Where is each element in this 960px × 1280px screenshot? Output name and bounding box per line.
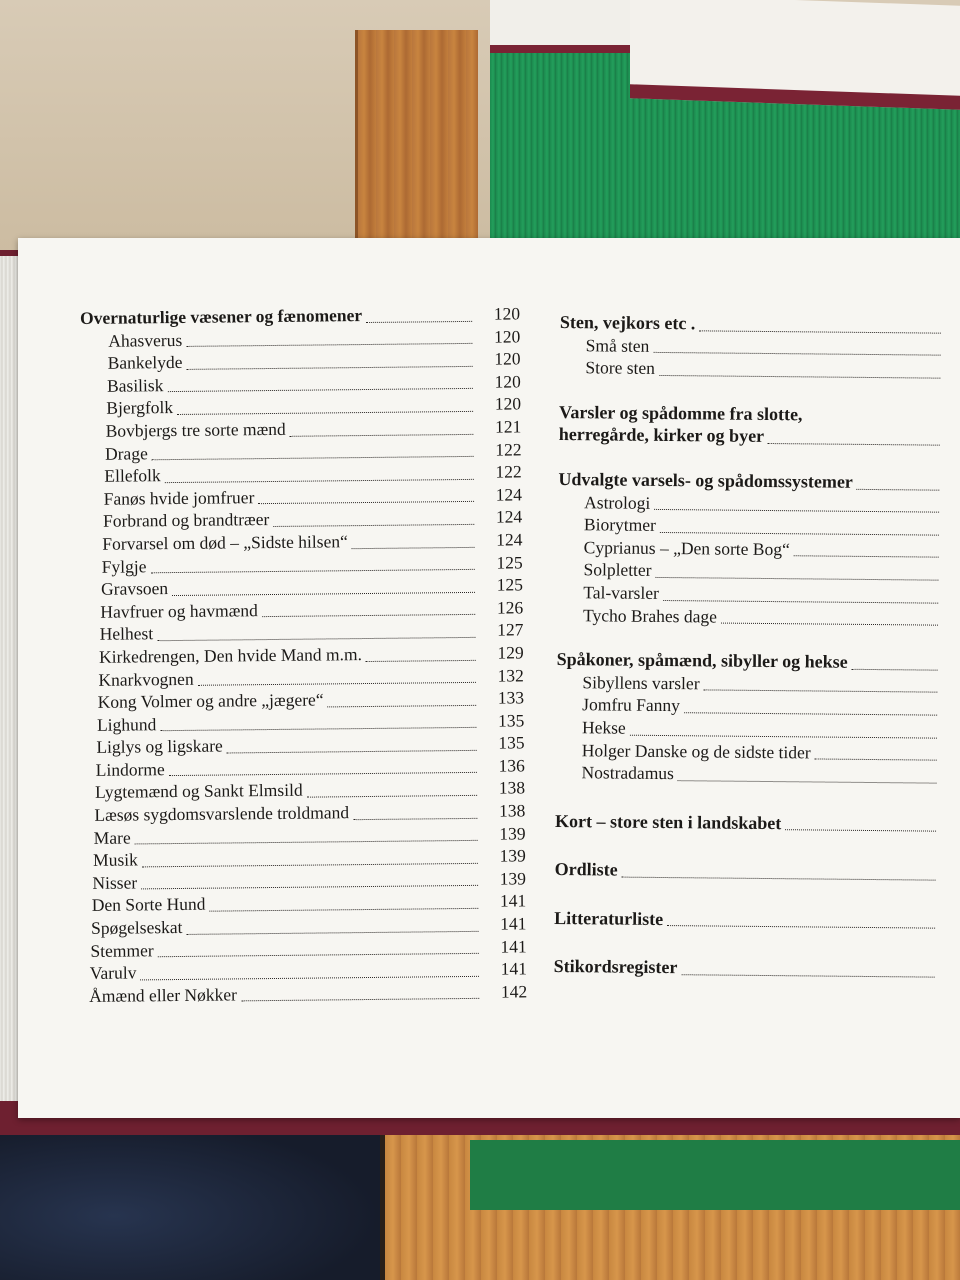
toc-entry-title: Kong Volmer og andre „jægere“ xyxy=(97,689,324,712)
toc-entry-title: Musik xyxy=(92,849,138,871)
toc-entry-page: 142 xyxy=(500,981,528,1002)
dot-leader xyxy=(794,556,939,558)
dot-leader xyxy=(852,669,938,671)
toc-entry xyxy=(87,981,527,1008)
toc-entry-title: Små sten xyxy=(585,334,650,356)
toc-right-column xyxy=(554,312,945,983)
wooden-chair-post xyxy=(355,30,478,250)
toc-section-title-line2: herregårde, kirker og byer xyxy=(558,424,765,447)
dot-leader xyxy=(151,569,475,573)
toc-entry-title: Sibyllens varsler xyxy=(582,671,700,694)
toc-entry-title: Hekse xyxy=(581,717,626,738)
dot-leader xyxy=(165,479,474,483)
toc-entry-title: Kirkedrengen, Den hvide Mand m.m. xyxy=(98,643,363,667)
toc-entry-page: 138 xyxy=(498,800,526,821)
toc-entry-page: 122 xyxy=(495,438,522,460)
toc-entry-page: 126 xyxy=(496,597,524,618)
dot-leader xyxy=(328,705,477,708)
dot-leader xyxy=(262,614,475,617)
toc-section-title: Kort – store sten i landskabet xyxy=(555,810,782,833)
toc-entry-title: Nostradamus xyxy=(581,762,675,784)
toc-entry-title: Store sten xyxy=(585,357,656,379)
toc-entry-title: Lindorme xyxy=(95,759,165,780)
toc-entry-page: 129 xyxy=(497,642,524,663)
toc-entry-page: 120 xyxy=(494,393,522,415)
toc-entry-title: Cyprianus – „Den sorte Bog“ xyxy=(583,536,790,559)
toc-entry-title: Fylgje xyxy=(101,555,147,577)
toc-entry-page: 132 xyxy=(497,664,524,686)
dot-leader xyxy=(654,509,939,513)
dot-leader xyxy=(140,976,479,981)
toc-entry-title: Tal-varsler xyxy=(583,582,659,603)
toc-entry-title: Mare xyxy=(93,827,131,848)
toc-entry-page: 139 xyxy=(499,823,526,844)
toc-entry-page: 120 xyxy=(494,348,521,369)
jeans-knee xyxy=(0,1120,380,1280)
toc-entry-title: Knarkvognen xyxy=(98,668,194,690)
toc-entry-page: 124 xyxy=(496,529,523,550)
dot-leader xyxy=(768,443,940,446)
dot-leader xyxy=(352,546,475,548)
toc-section-heading xyxy=(554,956,939,982)
green-book-lower xyxy=(470,1140,960,1210)
dot-leader xyxy=(681,974,934,977)
toc-entry-title: Fanøs hvide jomfruer xyxy=(103,486,255,509)
toc-entry-title: Helhest xyxy=(99,623,154,645)
dot-leader xyxy=(152,456,474,460)
toc-entry-title: Forbrand og brandtræer xyxy=(102,509,270,532)
toc-entry-title: Liglys og ligskare xyxy=(96,735,223,758)
dot-leader xyxy=(198,682,476,686)
dot-leader xyxy=(366,659,476,661)
dot-leader xyxy=(653,352,940,356)
toc-section-title-line1: Varsler og spådomme fra slotte, xyxy=(558,401,803,425)
toc-heading-page: 120 xyxy=(493,303,521,324)
dot-leader xyxy=(366,320,472,322)
toc-left-entries xyxy=(80,326,527,1008)
dot-leader xyxy=(353,818,477,820)
dot-leader xyxy=(186,343,472,347)
toc-entry-title: Biorytmer xyxy=(583,514,656,536)
dot-leader xyxy=(157,637,475,641)
dot-leader xyxy=(142,863,478,868)
toc-entry-page: 139 xyxy=(499,868,527,889)
toc-entry-title: Tycho Brahes dage xyxy=(582,604,718,627)
dot-leader xyxy=(167,388,472,392)
toc-entry-title: Gravsoen xyxy=(100,578,169,599)
toc-entry-title: Varulv xyxy=(89,962,137,984)
dot-leader xyxy=(678,780,937,783)
dot-leader xyxy=(169,772,477,776)
toc-entry-title: Havfruer og havmænd xyxy=(100,599,258,622)
toc-entry-title: Bovbjergs tre sorte mænd xyxy=(105,418,286,441)
dot-leader xyxy=(721,623,938,626)
toc-entry-title: Astrologi xyxy=(584,491,651,513)
toc-section-title: Stikordsregister xyxy=(553,956,678,978)
dot-leader xyxy=(177,411,473,415)
dot-leader xyxy=(699,330,941,333)
toc-entry-page: 124 xyxy=(495,506,523,527)
toc-entry-title: Forvarsel om død – „Sidste hilsen“ xyxy=(102,531,348,554)
dot-leader xyxy=(258,501,474,504)
dot-leader xyxy=(172,592,475,596)
dot-leader xyxy=(210,908,479,912)
toc-entry-page: 120 xyxy=(494,371,521,392)
toc-section-title: Litteraturliste xyxy=(554,907,664,929)
dot-leader xyxy=(622,876,936,880)
toc-entry-page: 135 xyxy=(498,732,525,753)
toc-entry-title: Læsøs sygdomsvarslende troldmand xyxy=(94,802,350,825)
toc-section-title: Sten, vejkors etc . xyxy=(559,312,696,334)
dot-leader xyxy=(684,712,937,715)
dot-leader xyxy=(187,366,473,370)
stacked-book-edge xyxy=(490,0,640,53)
toc-entry-title: Solpletter xyxy=(583,559,652,581)
toc-entry-page: 122 xyxy=(495,461,522,482)
toc-entry-title: Nisser xyxy=(92,872,138,893)
dot-leader xyxy=(667,926,935,930)
dot-leader xyxy=(227,750,477,754)
toc-section-title: Udvalgte varsels- og spådomssystemer xyxy=(558,468,853,492)
toc-entry-title: Lygtemænd og Sankt Elmsild xyxy=(94,780,303,803)
toc-entry-title: Ellefolk xyxy=(104,465,161,486)
dot-leader xyxy=(158,953,479,957)
toc-entry-title: Lighund xyxy=(96,713,157,735)
toc-entry-page: 125 xyxy=(496,551,523,573)
toc-entry-page: 136 xyxy=(498,755,525,776)
dot-leader xyxy=(160,727,476,731)
toc-entry-page: 141 xyxy=(500,913,527,934)
dot-leader xyxy=(815,759,937,761)
stacked-book xyxy=(630,0,960,110)
toc-left-column xyxy=(80,303,527,1008)
toc-entry-page: 121 xyxy=(494,416,522,437)
toc-entry-page: 125 xyxy=(496,574,524,595)
dot-leader xyxy=(663,600,938,604)
toc-entry-page: 135 xyxy=(497,710,525,731)
toc-entry-page: 120 xyxy=(493,325,521,347)
toc-entry-title: Stemmer xyxy=(90,939,154,961)
dot-leader xyxy=(659,375,940,379)
toc-entry-page: 124 xyxy=(495,484,523,505)
toc-entry-title: Basilisk xyxy=(106,374,164,396)
toc-entry-page: 139 xyxy=(499,845,526,866)
toc-entry-title: Jomfru Fanny xyxy=(582,694,681,716)
dot-leader xyxy=(660,532,939,536)
toc-entry-title: Åmænd eller Nøkker xyxy=(89,984,238,1006)
toc-entry-page: 141 xyxy=(499,890,527,912)
dot-leader xyxy=(785,829,936,831)
toc-entry-title: Den Sorte Hund xyxy=(91,894,206,916)
toc-entry-title: Drage xyxy=(104,442,148,464)
toc-heading-title: Overnaturlige væsener og fænomener xyxy=(80,305,363,328)
toc-entry-page: 141 xyxy=(500,958,528,979)
toc-entry-page: 127 xyxy=(497,619,524,640)
dot-leader xyxy=(187,930,479,934)
dot-leader xyxy=(655,577,938,581)
toc-entry-title: Bankelyde xyxy=(107,352,183,373)
toc-section-title: Ordliste xyxy=(554,859,618,880)
dot-leader xyxy=(630,734,937,738)
dot-leader xyxy=(857,488,940,490)
toc-entry-page: 133 xyxy=(497,687,525,708)
dot-leader xyxy=(135,840,478,845)
dot-leader xyxy=(273,524,474,527)
dot-leader xyxy=(241,998,479,1001)
toc-section-title: Spåkoner, spåmænd, sibyller og hekse xyxy=(556,649,848,672)
toc-entry-title: Spøgelseskat xyxy=(90,916,183,938)
toc-entry-title: Ahasverus xyxy=(108,329,183,351)
toc-entry-page: 138 xyxy=(498,777,526,799)
toc-entry-title: Bjergfolk xyxy=(106,397,174,419)
page-sheets-edge xyxy=(0,256,20,1101)
dot-leader xyxy=(141,885,478,890)
dot-leader xyxy=(290,433,474,436)
toc-entry-page: 141 xyxy=(500,935,527,957)
toc-entry-title: Holger Danske og de sidste tider xyxy=(581,739,811,762)
dot-leader xyxy=(307,795,477,798)
dot-leader xyxy=(704,690,938,693)
